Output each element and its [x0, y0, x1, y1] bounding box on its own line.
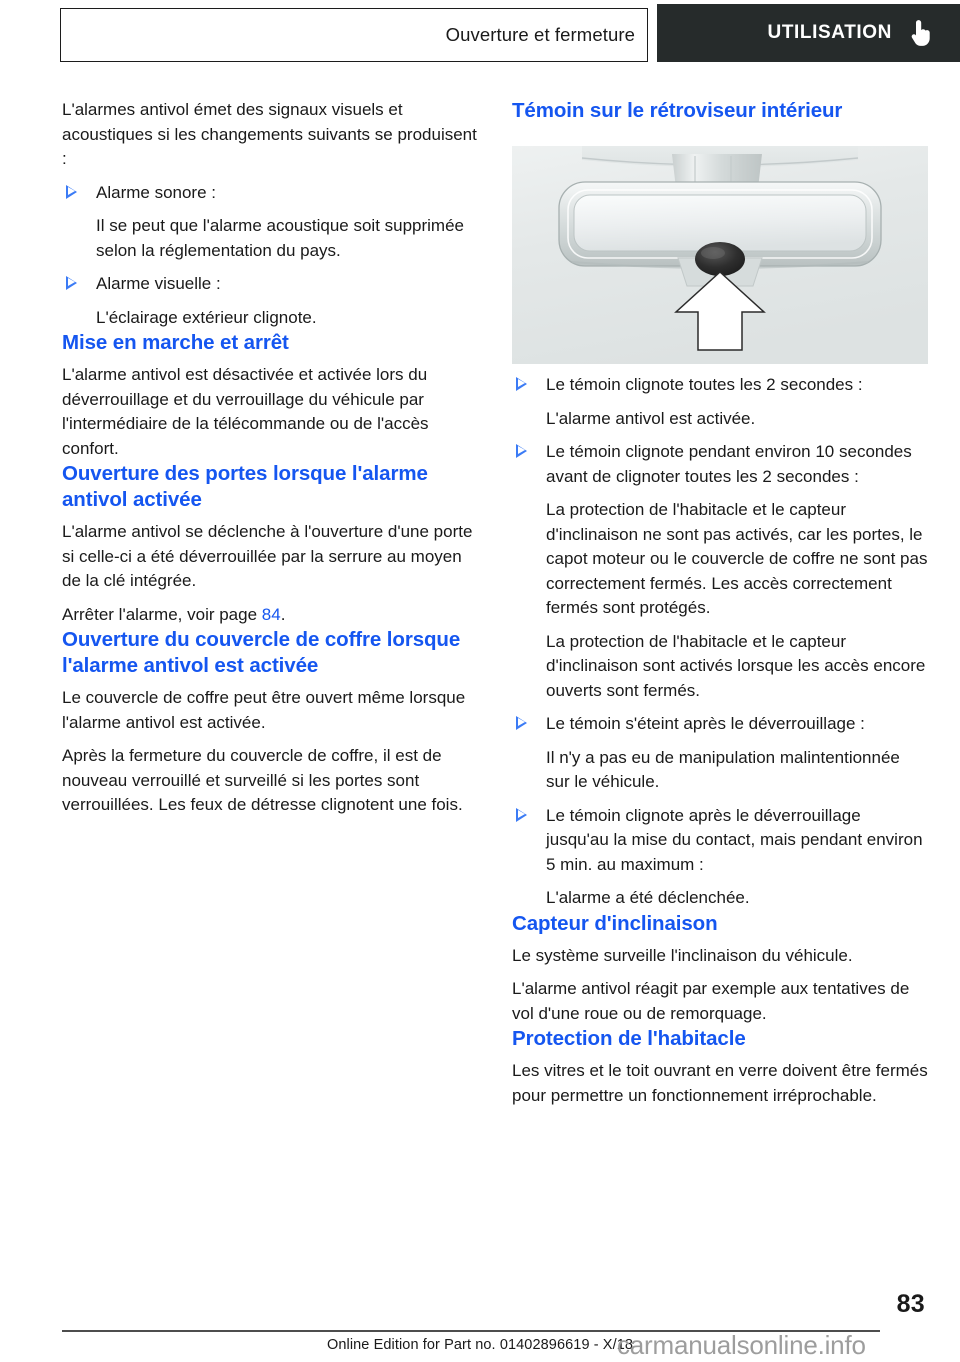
cross-reference-prefix: Arrêter l'alarme, voir page — [62, 604, 262, 624]
list-item-detail: L'éclairage extérieur clignote. — [96, 307, 317, 327]
section-paragraph: L'alarme antivol est désactivée et activée lors du déverrouillage et du verrouillage du véhicule par l'intermédiaire de la télécommande ou de l'accès confort. — [62, 365, 429, 458]
section-heading-protection-habitacle: Protection de l'habitacle — [512, 1027, 746, 1050]
section-paragraph: Les vitres et le toit ouvrant en verre doivent être fermés pour permettre un fonctionnement irréprochable. — [512, 1061, 928, 1105]
list-item-detail: L'alarme antivol est activée. — [546, 408, 756, 428]
breadcrumb — [60, 8, 648, 62]
list-item-detail: Il n'y a pas eu de manipulation malintentionnée sur le véhicule. — [546, 747, 900, 791]
section-tab-utilisation — [657, 4, 960, 62]
list-item-detail: La protection de l'habitacle et le capteur d'inclinaison sont activés lorsque les accès encore ouverts sont fermés. — [546, 631, 926, 700]
page-header — [0, 0, 960, 64]
list-item-label: Le témoin s'éteint après le déverrouillage : — [546, 714, 865, 733]
triangle-bullet-icon — [516, 716, 527, 730]
list-item-detail: Il se peut que l'alarme acoustique soit supprimée selon la réglementation du pays. — [96, 216, 465, 260]
edition-note: Online Edition for Part no. 01402896619 - X/18 — [326, 1337, 634, 1353]
list-item-label: Le témoin clignote toutes les 2 secondes : — [546, 375, 863, 394]
page-number: 83 — [896, 1290, 925, 1318]
section-heading-capteur-inclinaison: Capteur d'inclinaison — [512, 911, 718, 935]
list-item-label: Le témoin clignote après le déverrouillage jusqu'au la mise du contact, mais pendant environ 5 min. au maximum : — [546, 805, 923, 874]
triangle-bullet-icon — [66, 185, 77, 199]
indicator-behaviour-bullet-list — [512, 373, 928, 911]
cross-reference-page-link[interactable]: 84 — [261, 604, 281, 624]
watermark: carmanualsonline.info — [617, 1330, 866, 1360]
list-item — [512, 440, 928, 489]
triangle-bullet-icon — [516, 444, 527, 458]
section-paragraph: L'alarme antivol réagit par exemple aux tentatives de vol d'une roue ou de remorquage. — [512, 979, 910, 1023]
list-item — [62, 272, 478, 297]
list-item-label: Alarme sonore : — [96, 182, 216, 202]
section-paragraph: Le couvercle de coffre peut être ouvert même lorsque l'alarme antivol est activée. — [62, 688, 466, 732]
section-tab-label: UTILISATION — [767, 22, 892, 43]
list-item — [512, 712, 928, 737]
section-heading-ouverture-coffre: Ouverture du couvercle de coffre lorsque l'alarme antivol est activée — [62, 628, 461, 677]
triangle-bullet-icon — [516, 808, 527, 822]
list-item-label: Le témoin clignote pendant environ 10 secondes avant de clignoter toutes les 2 secondes : — [546, 442, 912, 486]
triangle-bullet-icon — [516, 377, 527, 391]
cross-reference — [62, 603, 478, 628]
list-item — [512, 373, 928, 398]
list-item — [512, 804, 928, 878]
intro-paragraph: L'alarmes antivol émet des signaux visuels et acoustiques si les changements suivants se produisent : — [62, 100, 477, 168]
list-item-label: Alarme visuelle : — [96, 274, 221, 293]
right-column — [512, 98, 928, 1108]
pointing-hand-icon — [910, 19, 932, 47]
section-paragraph: L'alarme antivol se déclenche à l'ouverture d'une porte si celle-ci a été déverrouillée par la serrure au moyen de la clé intégrée. — [62, 522, 473, 590]
section-heading-mise-en-marche: Mise en marche et arrêt — [62, 331, 289, 354]
section-heading-ouverture-portes: Ouverture des portes lorsque l'alarme antivol activée — [62, 462, 428, 511]
list-item-detail: La protection de l'habitacle et le capteur d'inclinaison ne sont pas activés, car les portes, le capot moteur ou le couvercle de coffre ne sont pas correctement fermés. Les accès correctement fermés sont protégés. — [546, 500, 928, 617]
interior-rear-view-mirror-illustration — [512, 146, 928, 364]
cross-reference-suffix: . — [280, 604, 286, 624]
list-item — [62, 181, 478, 206]
breadcrumb-label: Ouverture et fermeture — [445, 24, 635, 45]
list-item-detail: L'alarme a été déclenchée. — [546, 888, 750, 907]
section-paragraph: Après la fermeture du couvercle de coffre, il est de nouveau verrouillé et surveillé si les portes sont verrouillées. Les feux de détresse clignotent une fois. — [62, 746, 463, 814]
triangle-bullet-icon — [66, 276, 77, 290]
alarm-signal-bullet-list — [62, 181, 478, 331]
left-column — [62, 98, 478, 818]
section-heading-temoin-retroviseur: Témoin sur le rétroviseur intérieur — [512, 99, 843, 122]
section-paragraph: Le système surveille l'inclinaison du véhicule. — [512, 945, 853, 965]
page-footer — [0, 1282, 960, 1362]
